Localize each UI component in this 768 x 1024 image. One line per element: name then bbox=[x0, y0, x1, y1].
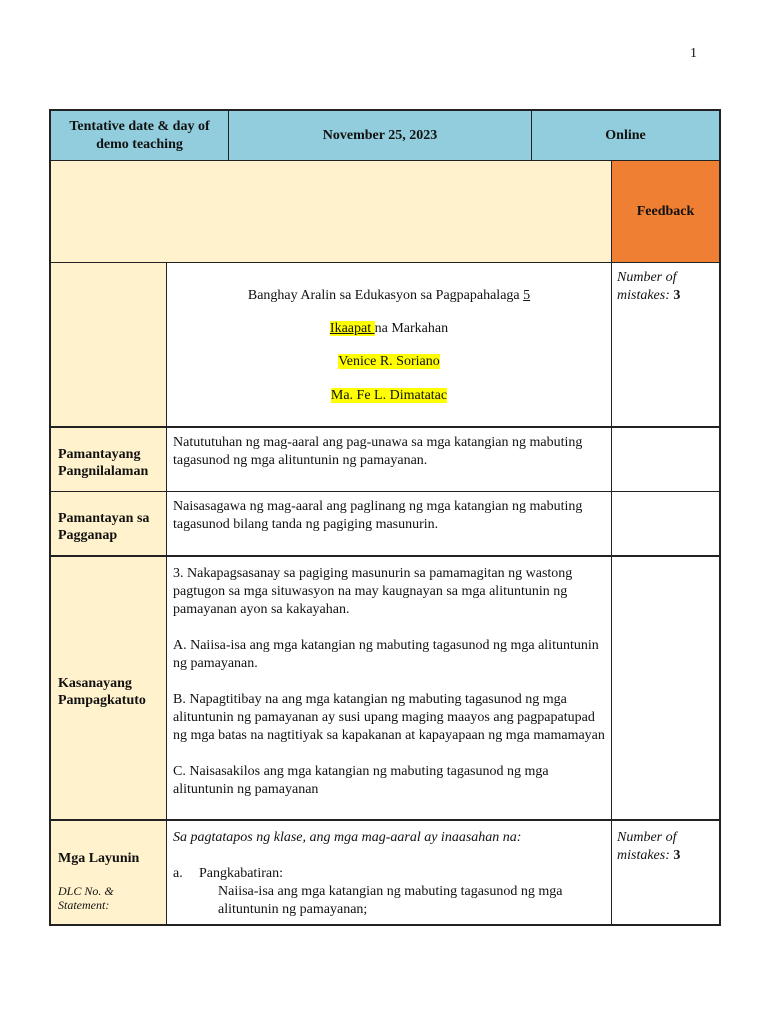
objective-title: Pangkabatiran: bbox=[199, 866, 283, 881]
feedback-pangnilalaman bbox=[611, 427, 721, 492]
feedback-header: Feedback bbox=[636, 203, 695, 219]
teacher-name: Ma. Fe L. Dimatatac bbox=[330, 388, 448, 403]
competency-a: A. Naiisa-isa ang mga katangian ng mabuting tagasunod ng mga alituntunin ng pamayanan. bbox=[173, 638, 599, 671]
content-pangnilalaman bbox=[166, 427, 612, 492]
competency-b: B. Napagtitibay na ang mga katangian ng mabuting tagasunod ng mga alituntunin ng pamayanan ay susi upang maging maayos ang pagpapatupad ng mga batas na nagtitiyak sa kapakanan at kapayapaan ng mga mamamayan bbox=[173, 692, 605, 743]
row-label-kasanayan bbox=[49, 556, 167, 821]
title-block-cell bbox=[166, 262, 612, 428]
quarter-text: na Markahan bbox=[374, 321, 449, 336]
mistakes-count: 3 bbox=[673, 288, 681, 303]
objective-text: Naiisa-isa ang mga katangian ng mabuting tagasunod ng mga alituntunin ng pamayanan; bbox=[218, 884, 563, 917]
header-mode-cell bbox=[531, 109, 721, 161]
content-layunin bbox=[166, 820, 612, 926]
feedback-pagganap bbox=[611, 491, 721, 557]
feedback-header-cell bbox=[611, 160, 721, 263]
title-feedback-cell bbox=[611, 262, 721, 428]
header-date-cell bbox=[228, 109, 532, 161]
label-pagganap: Pamantayan sa Pagganap bbox=[58, 510, 150, 543]
author-name: Venice R. Soriano bbox=[338, 354, 440, 369]
text-pagganap: Naisasagawa ng mag-aaral ang paglinang ng mga katangian ng mabuting tagasunod bilang tanda ng pagiging masunurin. bbox=[173, 499, 583, 532]
text-pangnilalaman: Natututuhan ng mag-aaral ang pag-unawa sa mga katangian ng mabuting tagasunod ng mga alituntunin ng pamayanan. bbox=[173, 435, 583, 468]
mistakes-label: Number of mistakes: bbox=[617, 270, 677, 303]
quarter-highlight: Ikaapat bbox=[329, 321, 375, 336]
content-pagganap bbox=[166, 491, 612, 557]
header-label-cell bbox=[49, 109, 229, 161]
label-pangnilalaman: Pamantayang Pangnilalaman bbox=[58, 446, 149, 479]
layunin-mistakes-label: Number of mistakes: bbox=[617, 830, 677, 863]
header-mode: Online bbox=[605, 127, 646, 143]
objective-marker: a. bbox=[173, 866, 183, 881]
competency-main: 3. Nakapagsasanay sa pagiging masunurin sa pamamagitan ng wastong pagtugon sa mga situwasyon na may kaugnayan sa mga alituntunin ng pamayanan ayon sa kakayahan. bbox=[173, 566, 573, 617]
row-label-pagganap bbox=[49, 491, 167, 557]
title-label-cell bbox=[49, 262, 167, 428]
label-layunin: Mga Layunin bbox=[58, 851, 140, 866]
objectives-intro: Sa pagtatapos ng klase, ang mga mag-aaral ay inaasahan na: bbox=[173, 830, 522, 845]
label-kasanayan: Kasanayang Pampagkatuto bbox=[58, 676, 146, 708]
competency-c: C. Naisasakilos ang mga katangian ng mabuting tagasunod ng mga alituntunin ng pamayanan bbox=[173, 764, 549, 797]
grade-number: 5 bbox=[523, 288, 531, 303]
row-label-layunin bbox=[49, 820, 167, 926]
feedback-layunin bbox=[611, 820, 721, 926]
row-label-pangnilalaman bbox=[49, 427, 167, 492]
header-label: Tentative date & day of demo teaching bbox=[69, 118, 210, 152]
content-kasanayan bbox=[166, 556, 612, 821]
blank-cream-cell bbox=[49, 160, 612, 263]
feedback-kasanayan bbox=[611, 556, 721, 821]
header-date: November 25, 2023 bbox=[322, 127, 438, 143]
label-dlc: DLC No. & Statement: bbox=[58, 884, 114, 912]
layunin-mistakes-count: 3 bbox=[673, 848, 681, 863]
page-number: 1 bbox=[690, 46, 697, 61]
title-line1: Banghay Aralin sa Edukasyon sa Pagpapahalaga bbox=[247, 288, 524, 303]
